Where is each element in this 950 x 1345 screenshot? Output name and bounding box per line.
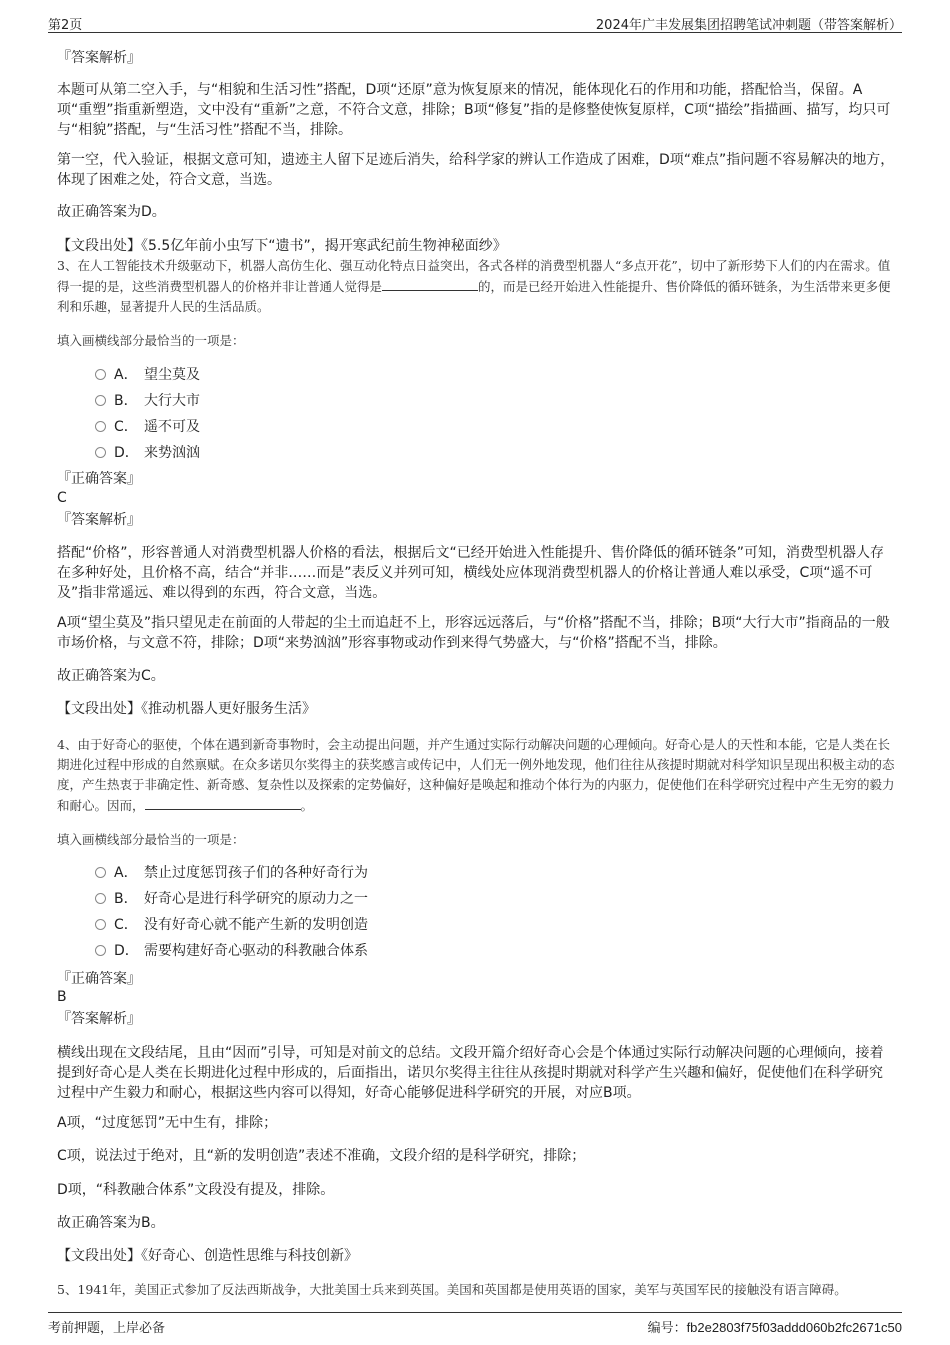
radio-icon[interactable]: [95, 945, 106, 956]
q3-option-d[interactable]: D． 来势汹汹: [95, 443, 200, 463]
q4-blank: [145, 795, 301, 810]
q2-analysis-para-2: 第一空，代入验证，根据文意可知，遗迹主人留下足迹后消失，给科学家的辨认工作造成了困难，D项“难点”指问题不容易解决的地方，体现了困难之处，符合文意，当选。: [57, 152, 895, 188]
q4-correct-answer: B: [57, 989, 67, 1005]
radio-icon[interactable]: [95, 893, 106, 904]
q2-conclusion: 故正确答案为D。: [57, 204, 166, 220]
q3-prompt: 填入画横线部分最恰当的一项是：: [57, 333, 245, 348]
radio-icon[interactable]: [95, 867, 106, 878]
footer-slogan: 考前押题，上岸必备: [48, 1321, 166, 1336]
radio-icon[interactable]: [95, 369, 106, 380]
q3-correct-title: 『正确答案』: [57, 471, 141, 487]
page-footer: [48, 1312, 902, 1336]
q3-conclusion: 故正确答案为C。: [57, 668, 165, 684]
q4-option-d[interactable]: D． 需要构建好奇心驱动的科教融合体系: [95, 941, 368, 961]
q3-option-b[interactable]: B． 大行大市: [95, 391, 200, 411]
q4-analysis-para-2: A项，“过度惩罚”无中生有，排除；: [57, 1115, 278, 1131]
q3-blank: [382, 276, 478, 291]
q2-source: 【文段出处】《5.5亿年前小虫写下“遗书”，揭开寒武纪前生物神秘面纱》: [57, 238, 507, 254]
q3-text-before: 3、在人工智能技术升级驱动下，机器人高仿生化、强互动化特点日益突出，各式各样的消费型机器人“多点开花”，切中了新形势下人们的内在需求。值得一提的是，这些消费型机器人的价格并非让普通人觉得是: [57, 258, 891, 294]
q3-analysis-para-2: A项“望尘莫及”指只望见走在前面的人带起的尘土而追赶不上，形容远远落后，与“价格”搭配不当，排除；B项“大行大市”指商品的一般市场价格，与文意不符，排除；D项“来势汹汹”形容事物或动作到来得气势盛大，与“价格”搭配不当，排除。: [57, 615, 890, 651]
q4-text-after: 。: [300, 798, 314, 813]
radio-icon[interactable]: [95, 395, 106, 406]
q3-option-a[interactable]: A． 望尘莫及: [95, 365, 200, 385]
q3-source: 【文段出处】《推动机器人更好服务生活》: [57, 701, 316, 717]
q4-analysis-para-1: 横线出现在文段结尾，且由“因而”引导，可知是对前文的总结。文段开篇介绍好奇心会是个体通过实际行动解决问题的心理倾向，接着提到好奇心是人类在长期进化过程中形成的，后面指出，诺贝尔奖得主往往从孩提时期就对科学产生兴趣和偏好，促使他们在科学研究过程中产生毅力和耐心，根据这些内容可以得知，好奇心能够促进科学研究的开展，对应B项。: [57, 1045, 884, 1101]
document-id: 编号：fb2e2803f75f03addd060b2fc2671c50: [647, 1320, 902, 1335]
q4-analysis-title: 『答案解析』: [57, 1011, 141, 1027]
q4-conclusion: 故正确答案为B。: [57, 1215, 165, 1231]
q4-analysis-para-3: C项，说法过于绝对，且“新的发明创造”表述不准确，文段介绍的是科学研究，排除；: [57, 1148, 586, 1164]
q3-analysis-title: 『答案解析』: [57, 512, 141, 528]
q4-source: 【文段出处】《好奇心、创造性思维与科技创新》: [57, 1248, 358, 1264]
q3-correct-answer: C: [57, 490, 67, 506]
page-number: 第2页: [48, 18, 83, 33]
radio-icon[interactable]: [95, 919, 106, 930]
q2-analysis-title: 『答案解析』: [57, 50, 141, 66]
q3-analysis-para-1: 搭配“价格”，形容普通人对消费型机器人价格的看法，根据后文“已经开始进入性能提升、售价降低的循环链条”可知，消费型机器人存在多种好处，且价格不高，结合“并非……而是”表反义并列可知，横线处应体现消费型机器人的价格让普通人难以承受，C项“遥不可及”指非常遥远、难以得到的东西，符合文意，当选。: [57, 545, 885, 601]
q3-question-text: [57, 256, 897, 317]
radio-icon[interactable]: [95, 447, 106, 458]
q4-option-a[interactable]: A． 禁止过度惩罚孩子们的各种好奇行为: [95, 863, 368, 883]
document-title: 2024年广丰发展集团招聘笔试冲刺题（带答案解析）: [595, 18, 902, 33]
q4-analysis-para-4: D项，“科教融合体系”文段没有提及，排除。: [57, 1182, 335, 1198]
q4-text-before: 4、由于好奇心的驱使，个体在遇到新奇事物时，会主动提出问题，并产生通过实际行动解决问题的心理倾向。好奇心是人的天性和本能，它是人类在长期进化过程中形成的自然禀赋。在众多诺贝尔奖得主的获奖感言或传记中，人们无一例外地发现，他们往往从孩提时期就对科学知识呈现出积极主动的态度，产生热衷于非确定性、新奇感、复杂性以及探索的定势偏好，这种偏好是唤起和推动个体行为的内驱力，促使他们在科学研究过程中产生无穷的毅力和耐心。因而，: [57, 737, 895, 813]
q3-text-after: 的，而是已经开始进入性能提升、售价降低的循环链条，为生活带来更多便利和乐趣，显著提升人民的生活品质。: [57, 279, 891, 314]
q4-question-text: [57, 735, 897, 816]
q5-question-text: 5、1941年，美国正式参加了反法西斯战争，大批美国士兵来到英国。美国和英国都是使用英语的国家，美军与英国军民的接触没有语言障碍。: [57, 1282, 847, 1297]
radio-icon[interactable]: [95, 421, 106, 432]
q4-correct-title: 『正确答案』: [57, 971, 141, 987]
q4-option-b[interactable]: B． 好奇心是进行科学研究的原动力之一: [95, 889, 368, 909]
q4-prompt: 填入画横线部分最恰当的一项是：: [57, 832, 245, 847]
q3-option-c[interactable]: C． 遥不可及: [95, 417, 200, 437]
q2-analysis-para-1: 本题可从第二空入手，与“相貌和生活习性”搭配，D项“还原”意为恢复原来的情况，能体现化石的作用和功能，搭配恰当，保留。A项“重塑”指重新塑造，文中没有“重新”之意，不符合文意，排除；B项“修复”指的是修整使恢复原样，C项“描绘”指描画、描写，均只可与“相貌”搭配，与“生活习性”搭配不当，排除。: [57, 82, 891, 138]
page-header: [48, 12, 902, 33]
q4-option-c[interactable]: C． 没有好奇心就不能产生新的发明创造: [95, 915, 368, 935]
